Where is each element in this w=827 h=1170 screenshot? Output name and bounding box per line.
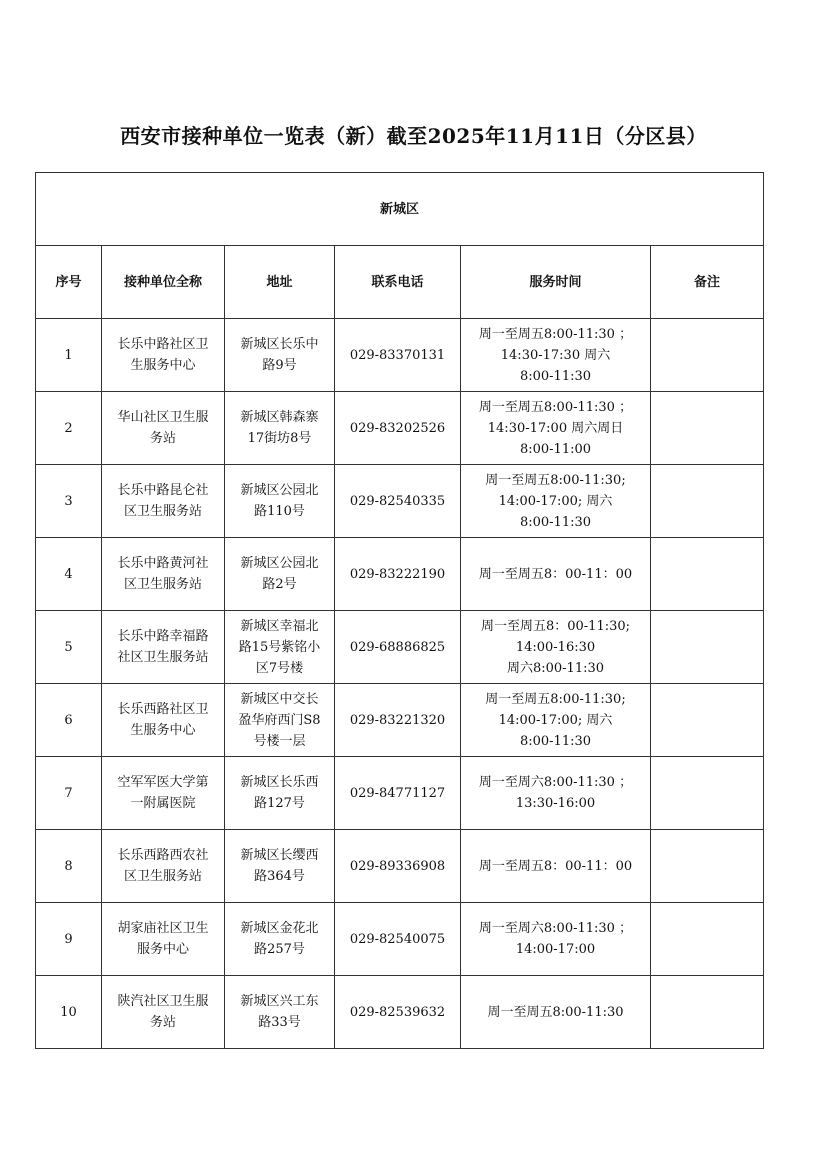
unit-note xyxy=(651,684,764,757)
unit-phone: 029-82539632 xyxy=(335,976,461,1049)
row-number: 7 xyxy=(36,757,102,830)
service-hours-line: 14:30-17:30 周六 xyxy=(500,347,611,363)
service-hours-line: 周一至周六8:00-11:30 ； xyxy=(478,775,633,790)
unit-address-line: 路2号 xyxy=(262,577,297,592)
unit-phone: 029-82540075 xyxy=(335,903,461,976)
unit-address xyxy=(225,903,335,976)
service-hours xyxy=(461,830,651,903)
unit-name-line: 长乐中路社区卫 xyxy=(117,337,209,352)
service-hours-line: 周一至周五8:00-11:30; xyxy=(485,691,626,707)
unit-name xyxy=(102,684,225,757)
row-number: 4 xyxy=(36,538,102,611)
unit-name xyxy=(102,757,225,830)
unit-note xyxy=(651,465,764,538)
service-hours xyxy=(461,538,651,611)
table-header-row xyxy=(36,246,764,319)
unit-name-line: 长乐西路社区卫 xyxy=(117,702,209,717)
service-hours-line: 周一至周六8:00-11:30 ； xyxy=(478,921,633,936)
unit-phone: 029-82540335 xyxy=(335,465,461,538)
service-hours-line: 周一至周五8:00-11:30 xyxy=(487,1004,624,1020)
service-hours-line: 8:00-11:00 xyxy=(519,441,592,457)
unit-note xyxy=(651,976,764,1049)
service-hours-line: 14:00-16:30 xyxy=(515,639,596,655)
unit-address-line: 路110号 xyxy=(254,504,305,519)
service-hours xyxy=(461,611,651,684)
service-hours xyxy=(461,684,651,757)
table-row xyxy=(36,392,764,465)
table-row xyxy=(36,757,764,830)
unit-name-line: 服务中心 xyxy=(136,942,189,957)
unit-name-line: 务站 xyxy=(149,1015,176,1030)
service-hours xyxy=(461,392,651,465)
unit-name xyxy=(102,392,225,465)
unit-address-line: 路127号 xyxy=(254,796,305,811)
unit-phone: 029-84771127 xyxy=(335,757,461,830)
row-number: 3 xyxy=(36,465,102,538)
unit-note xyxy=(651,392,764,465)
unit-name xyxy=(102,465,225,538)
unit-address-line: 路257号 xyxy=(254,942,305,957)
unit-address-line: 新城区长乐西 xyxy=(240,775,319,790)
unit-phone: 029-83222190 xyxy=(335,538,461,611)
unit-address-line: 新城区长乐中 xyxy=(240,337,319,352)
row-number: 8 xyxy=(36,830,102,903)
unit-name-line: 生服务中心 xyxy=(130,358,196,373)
unit-name-line: 胡家庙社区卫生 xyxy=(117,921,209,936)
unit-address xyxy=(225,976,335,1049)
unit-phone: 029-68886825 xyxy=(335,611,461,684)
column-header-service-hours: 服务时间 xyxy=(461,246,651,319)
unit-address-line: 号楼一层 xyxy=(253,733,306,749)
table-row xyxy=(36,903,764,976)
unit-note xyxy=(651,538,764,611)
unit-name xyxy=(102,611,225,684)
unit-address-line: 新城区公园北 xyxy=(240,556,319,571)
unit-address-line: 新城区长缨西 xyxy=(240,848,319,863)
unit-name-line: 长乐西路西农社 xyxy=(117,848,209,863)
service-hours-line: 14:30-17:00 周六周日 xyxy=(487,420,624,436)
unit-name-line: 长乐中路幸福路 xyxy=(117,629,209,644)
table-row xyxy=(36,976,764,1049)
service-hours-line: 13:30-16:00 xyxy=(515,796,596,811)
unit-address xyxy=(225,830,335,903)
unit-address-line: 新城区金花北 xyxy=(240,921,319,936)
unit-name-line: 一附属医院 xyxy=(130,796,196,811)
district-row xyxy=(36,173,764,246)
unit-address xyxy=(225,611,335,684)
column-header-no: 序号 xyxy=(36,246,102,319)
table-row xyxy=(36,319,764,392)
service-hours-line: 8:00-11:30 xyxy=(519,514,592,530)
table-row xyxy=(36,465,764,538)
unit-address xyxy=(225,392,335,465)
service-hours-line: 8:00-11:30 xyxy=(519,368,592,384)
unit-phone: 029-83202526 xyxy=(335,392,461,465)
unit-address-line: 路9号 xyxy=(262,358,297,373)
column-header-phone: 联系电话 xyxy=(335,246,461,319)
unit-phone: 029-83370131 xyxy=(335,319,461,392)
unit-name-line: 华山社区卫生服 xyxy=(117,410,209,425)
service-hours-line: 周六8:00-11:30 xyxy=(506,660,605,676)
unit-name-line: 社区卫生服务站 xyxy=(117,650,209,665)
service-hours-line: 周一至周五8：00-11:30; xyxy=(480,618,631,634)
unit-address xyxy=(225,757,335,830)
service-hours xyxy=(461,903,651,976)
service-hours-line: 14:00-17:00; 周六 xyxy=(498,712,613,728)
district-name: 新城区 xyxy=(36,173,764,246)
unit-name-line: 空军军医大学第 xyxy=(117,775,209,790)
table-row xyxy=(36,684,764,757)
unit-address-line: 17街坊8号 xyxy=(247,431,312,446)
unit-name-line: 长乐中路黄河社 xyxy=(117,556,209,571)
row-number: 9 xyxy=(36,903,102,976)
unit-note xyxy=(651,903,764,976)
unit-address-line: 新城区兴工东 xyxy=(240,994,319,1009)
unit-name xyxy=(102,319,225,392)
unit-address-line: 区7号楼 xyxy=(255,660,304,676)
table-row xyxy=(36,611,764,684)
unit-address-line: 盈华府西门S8 xyxy=(238,712,321,728)
unit-address xyxy=(225,319,335,392)
unit-name-line: 区卫生服务站 xyxy=(123,869,202,884)
row-number: 6 xyxy=(36,684,102,757)
table-row xyxy=(36,538,764,611)
column-header-address: 地址 xyxy=(225,246,335,319)
service-hours-line: 周一至周五8：00-11：00 xyxy=(478,566,633,582)
unit-address xyxy=(225,684,335,757)
service-hours-line: 14:00-17:00; 周六 xyxy=(498,493,613,509)
service-hours xyxy=(461,319,651,392)
service-hours-line: 周一至周五8:00-11:30 ； xyxy=(478,326,633,342)
service-hours-line: 周一至周五8:00-11:30; xyxy=(485,472,626,488)
unit-address-line: 路15号紫铭小 xyxy=(238,639,321,655)
unit-phone: 029-83221320 xyxy=(335,684,461,757)
unit-address-line: 新城区中交长 xyxy=(240,691,319,707)
row-number: 2 xyxy=(36,392,102,465)
unit-name-line: 陕汽社区卫生服 xyxy=(117,994,209,1009)
row-number: 1 xyxy=(36,319,102,392)
unit-name-line: 区卫生服务站 xyxy=(123,504,202,519)
column-header-note: 备注 xyxy=(651,246,764,319)
unit-address-line: 新城区韩森寨 xyxy=(240,410,319,425)
service-hours xyxy=(461,976,651,1049)
column-header-unit-name: 接种单位全称 xyxy=(102,246,225,319)
service-hours-line: 14:00-17:00 xyxy=(515,942,596,957)
unit-name-line: 区卫生服务站 xyxy=(123,577,202,592)
unit-note xyxy=(651,830,764,903)
unit-name xyxy=(102,903,225,976)
unit-name xyxy=(102,976,225,1049)
service-hours-line: 周一至周五8:00-11:30 ； xyxy=(478,399,633,415)
unit-phone: 029-89336908 xyxy=(335,830,461,903)
unit-name xyxy=(102,538,225,611)
unit-name xyxy=(102,830,225,903)
unit-note xyxy=(651,757,764,830)
unit-address-line: 路364号 xyxy=(254,869,305,884)
unit-address-line: 路33号 xyxy=(258,1015,301,1030)
row-number: 10 xyxy=(36,976,102,1049)
page-title: 西安市接种单位一览表（新）截至2025年11月11日（分区县） xyxy=(120,124,707,148)
service-hours xyxy=(461,465,651,538)
unit-address xyxy=(225,538,335,611)
unit-name-line: 务站 xyxy=(149,431,176,446)
table-row xyxy=(36,830,764,903)
unit-address xyxy=(225,465,335,538)
service-hours xyxy=(461,757,651,830)
vaccination-units-table xyxy=(35,172,764,1049)
service-hours-line: 8:00-11:30 xyxy=(519,733,592,749)
unit-address-line: 新城区公园北 xyxy=(240,483,319,498)
unit-address-line: 新城区幸福北 xyxy=(240,618,319,634)
service-hours-line: 周一至周五8：00-11：00 xyxy=(478,858,633,874)
unit-note xyxy=(651,319,764,392)
unit-name-line: 长乐中路昆仑社 xyxy=(117,483,209,498)
unit-note xyxy=(651,611,764,684)
row-number: 5 xyxy=(36,611,102,684)
unit-name-line: 生服务中心 xyxy=(130,723,196,738)
